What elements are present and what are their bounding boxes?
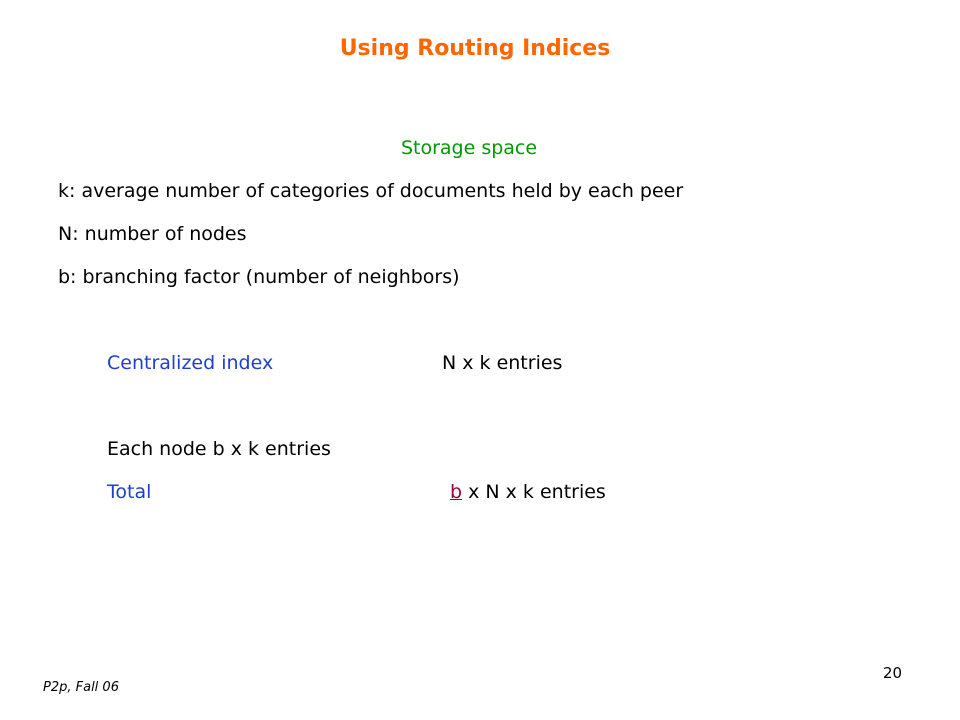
each-node-entries: Each node b x k entries: [107, 438, 331, 460]
total-value-rest: x N x k entries: [462, 481, 606, 503]
slide-title: Using Routing Indices: [339, 36, 611, 61]
total-label: Total: [107, 481, 152, 503]
centralized-index-label: Centralized index: [107, 352, 274, 374]
section-subheading: Storage space: [400, 137, 538, 159]
definition-n: N: number of nodes: [58, 223, 247, 245]
total-value: [450, 481, 606, 503]
footer-course-label: P2p, Fall 06: [43, 680, 119, 695]
total-value-b: b: [450, 481, 463, 503]
definition-b: b: branching factor (number of neighbors): [58, 266, 460, 288]
centralized-index-value: N x k entries: [442, 352, 563, 374]
definition-k: k: average number of categories of documents held by each peer: [58, 180, 684, 202]
page-number: 20: [883, 664, 903, 682]
